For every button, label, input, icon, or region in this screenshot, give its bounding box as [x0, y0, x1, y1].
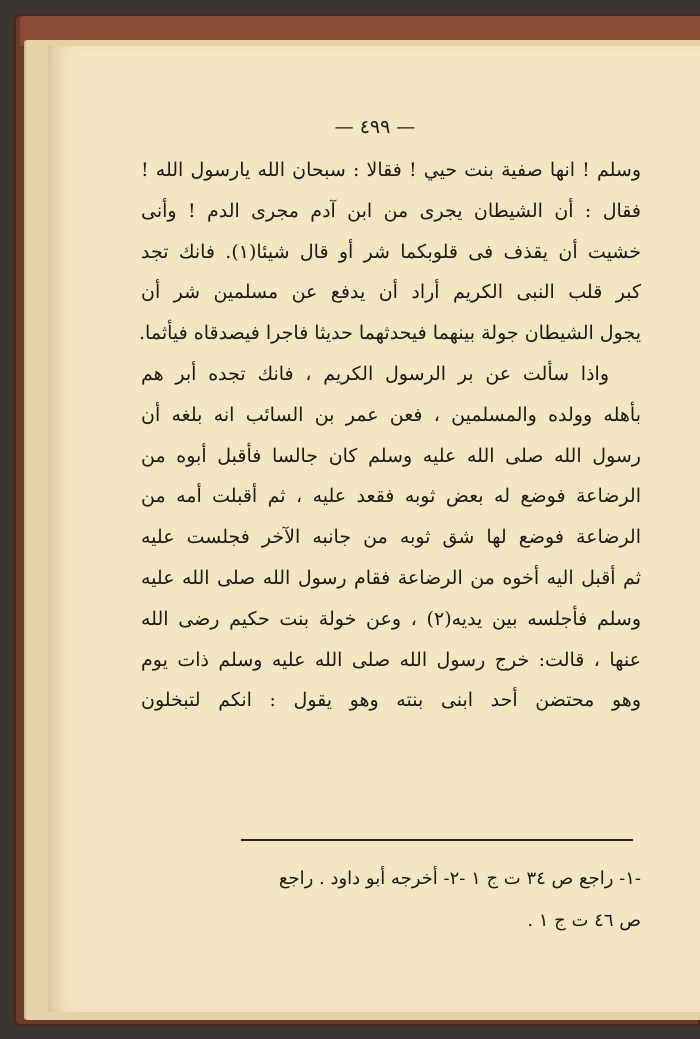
text-line: واذا سألت عن بر الرسول الكريم ، فانك تجده أبر هم [141, 362, 609, 385]
text-line: وسلم ! انها صفية بنت حيي ! فقالا : سبحان الله يارسول الله ! [141, 159, 641, 181]
footnote-line: -١- راجع ص ٣٤ ت ج ١ -٢- أخرجه أبو داود . راجع [278, 868, 641, 889]
text-line: خشيت أن يقذف فى قلوبكما شر أو قال شيئا(١). فانك تجد [141, 240, 641, 263]
text-line: رسول الله صلى الله عليه وسلم كان جالسا فأقبل أبوه من [141, 444, 641, 467]
footnotes [141, 858, 641, 942]
text-line: وهو محتضن أحد ابنى بنته وهو يقول : انكم لتبخلون [141, 689, 641, 712]
body-text [141, 150, 641, 721]
text-line: كبر قلب النبى الكريم أراد أن يدفع عن مسلمين شر أن [141, 281, 641, 304]
text-line: ثم أقبل اليه أخوه من الرضاعة فقام رسول الله صلى الله عليه [141, 566, 641, 589]
text-line: فقال : أن الشيطان يجرى من ابن آدم مجرى الدم ! وأنى [141, 199, 641, 222]
text-line: الرضاعة فوضع له بعض ثوبه فقعد عليه ، ثم أقبلت أمه من [141, 485, 641, 508]
text-line: وسلم فأجلسه بين يديه(٢) ، وعن خولة بنت حكيم رضى الله [141, 607, 642, 630]
text-line: عنها ، قالت: خرج رسول الله صلى الله عليه وسلم ذات يوم [141, 648, 641, 671]
text-line: الرضاعة فوضع لها شق ثوبه من جانبه الآخر فجلست عليه [141, 526, 641, 549]
text-line: بأهله وولده والمسلمين ، فعن عمر بن السائب انه بلغه أن [141, 403, 641, 426]
footnote-line: ص ٤٦ ت ج ١ . [527, 910, 641, 931]
page-number: — ٤٩٩ — [334, 116, 416, 138]
book-page [48, 46, 700, 1012]
footnote-divider [241, 839, 633, 841]
text-line: يجول الشيطان جولة بينهما فيحدثهما حديثا فاجرا فيصدقاه فيأثما. [139, 322, 641, 345]
